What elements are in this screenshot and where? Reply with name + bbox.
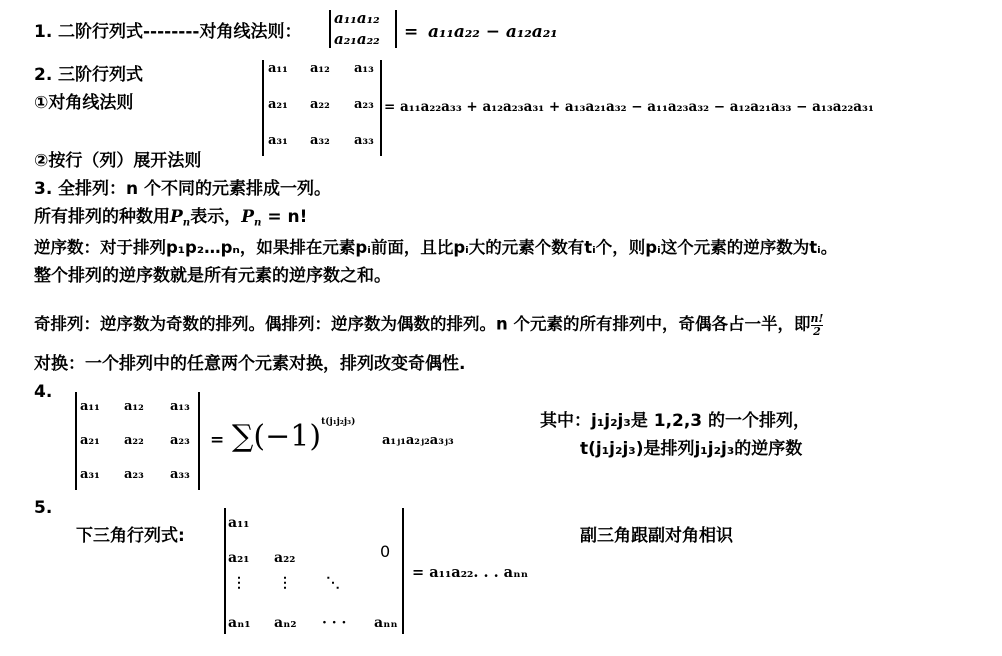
odd-even-permutation [34, 313, 823, 337]
det5-r4c1: aₙ₁ [228, 615, 251, 631]
det3-a33: a₃₃ [354, 133, 374, 148]
lower-triangular-label: 下三角行列式: [76, 526, 185, 546]
det5-r4c2: aₙ₂ [274, 615, 297, 631]
det4-a31: a₃₁ [80, 467, 100, 482]
section-5-number: 5. [34, 498, 53, 518]
det5-r4c3: · · · [322, 615, 347, 631]
section-3-number: 3. [34, 179, 53, 199]
det5-right-bar [402, 508, 404, 634]
det2-left-bar [329, 10, 331, 48]
permutation-count-suffix: 表示， [190, 207, 242, 227]
det3-a32: a₃₂ [310, 133, 330, 148]
det3-right-bar [380, 60, 382, 156]
det5-r2c2: a₂₂ [274, 550, 296, 566]
det3-expansion: = a₁₁a₂₂a₃₃ + a₁₂a₂₃a₃₁ + a₁₃a₂₁a₃₂ − a₁₁a₂₃a₃₂ − a₁₂a₂₁a₃₃ − a₁₃a₂₂a₃₁ [384, 99, 874, 115]
det2-result: a₁₁a₂₂ − a₁₂a₂₁ [428, 22, 558, 42]
det4-right-bar [198, 392, 200, 490]
det5-r3c2: ⋮ [278, 575, 292, 591]
det4-a13: a₁₃ [170, 399, 190, 414]
det4-a21: a₂₁ [80, 433, 100, 448]
det5-r3c1: ⋮ [232, 575, 246, 591]
anti-triangular-note: 副三角跟副对角相识 [580, 526, 733, 546]
pn-letter-2: P [241, 207, 255, 227]
permutation-note: 其中：j₁j₂j₃是 1,2,3 的一个排列， [540, 411, 811, 431]
det5-result: = a₁₁a₂₂. . . aₙₙ [412, 564, 529, 581]
det2-row-1: a₁₁a₁₂ [334, 9, 380, 27]
det3-a22: a₂₂ [310, 97, 330, 112]
det4-a32: a₂₃ [124, 467, 144, 482]
odd-even-text: 奇排列：逆序数为奇数的排列。偶排列：逆序数为偶数的排列。n 个元素的所有排列中，奇偶各占一半，即 [34, 314, 811, 334]
det4-terms: a₁ⱼ₁a₂ⱼ₂a₃ⱼ₃ [382, 433, 454, 448]
transposition-definition: 对换：一个排列中的任意两个元素对换，排列改变奇偶性. [34, 354, 466, 374]
sum-exponent: t(j₁j₂j₃) [321, 417, 356, 427]
section-1-number: 1. [34, 22, 53, 42]
det4-left-bar [75, 392, 77, 490]
det3-a31: a₃₁ [268, 133, 288, 148]
factorial-value: = n! [267, 207, 308, 227]
permutation-count-text: 所有排列的种数用 [34, 207, 170, 227]
det4-a33: a₃₃ [170, 467, 190, 482]
det4-a22: a₂₂ [124, 433, 144, 448]
det3-a12: a₁₂ [310, 61, 330, 76]
det3-a13: a₁₃ [354, 61, 374, 76]
det4-a23: a₂₃ [170, 433, 190, 448]
det5-left-bar [224, 508, 226, 634]
det2-right-bar [395, 10, 397, 48]
section-2-number: 2. [34, 65, 53, 85]
det4-equals: = [210, 430, 225, 450]
det5-zero: 0 [380, 542, 391, 561]
permutation-count [34, 209, 307, 228]
det4-sum-expression [232, 418, 355, 452]
det4-a12: a₁₂ [124, 399, 144, 414]
det2-row-2: a₂₁a₂₂ [334, 30, 380, 48]
det2-equals: = [404, 22, 419, 42]
det5-r2c1: a₂₁ [228, 550, 250, 566]
det3-a23: a₂₃ [354, 97, 374, 112]
section-2-title: 三阶行列式 [58, 65, 143, 85]
pn-symbol [170, 207, 190, 227]
sum-symbol: ∑(−1) [232, 419, 322, 454]
section-1-title: 二阶行列式--------对角线法则： [58, 22, 302, 42]
inversion-total: 整个排列的逆序数就是所有元素的逆序数之和。 [34, 266, 391, 286]
pn-subscript: n [182, 216, 191, 229]
det5-r4c4: aₙₙ [374, 615, 398, 631]
section-4-number: 4. [34, 382, 53, 402]
half-fraction [811, 313, 824, 337]
det5-r1c1: a₁₁ [228, 515, 250, 531]
fraction-denominator: 2 [813, 324, 821, 338]
det3-left-bar [262, 60, 264, 156]
det5-r3c3: ⋱ [326, 575, 340, 591]
det3-a11: a₁₁ [268, 61, 288, 76]
det3-a21: a₂₁ [268, 97, 288, 112]
fraction-numerator: n! [810, 312, 824, 325]
permutation-definition: 全排列：n 个不同的元素排成一列。 [58, 179, 332, 199]
det4-a11: a₁₁ [80, 399, 100, 414]
inversion-note: t(j₁j₂j₃)是排列j₁j₂j₃的逆序数 [580, 439, 803, 459]
pn-symbol-2 [241, 207, 261, 227]
pn-subscript-2: n [254, 216, 262, 229]
rule-expansion-label: ②按行（列）展开法则 [34, 151, 202, 171]
inversion-definition: 逆序数：对于排列p₁p₂…pₙ，如果排在元素pᵢ前面，且比pᵢ大的元素个数有tᵢ个，则pᵢ这个元素的逆序数为tᵢ。 [34, 238, 838, 257]
rule-diagonal-label: ①对角线法则 [34, 93, 134, 113]
pn-letter: P [170, 207, 183, 227]
